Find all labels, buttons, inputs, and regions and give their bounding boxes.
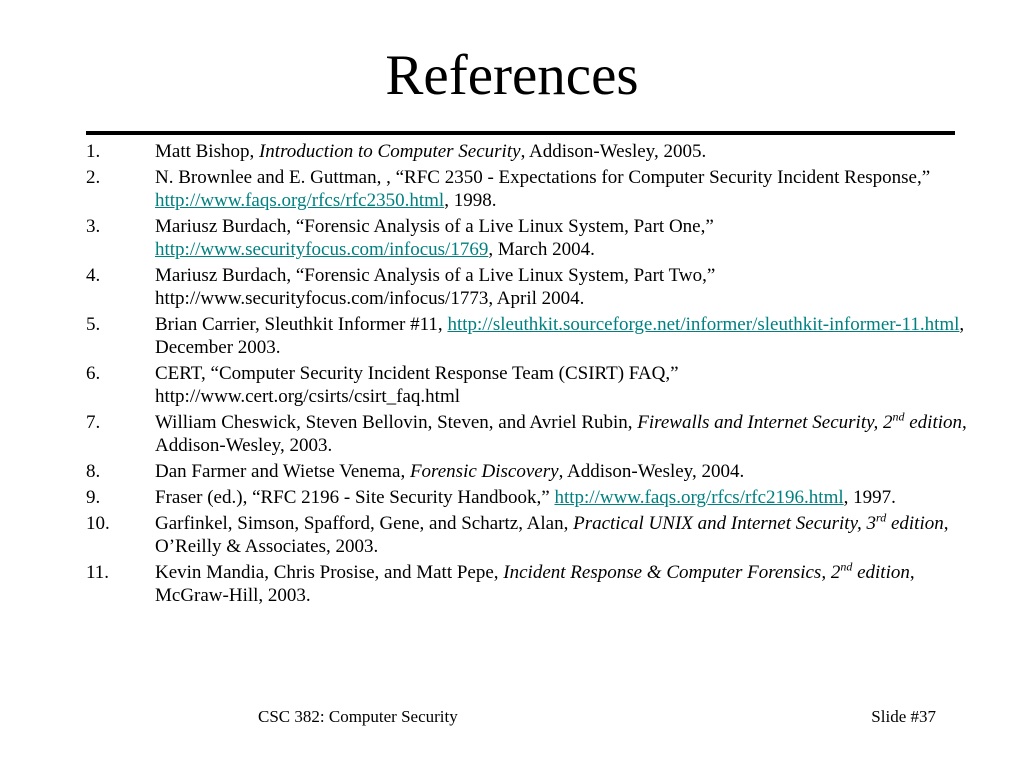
reference-title: Introduction to Computer Security (258, 141, 521, 162)
reference-text-tail: , December 2003. (155, 314, 965, 358)
reference-text: N. Brownlee and E. Guttman, , “RFC 2350 - Expectations for Computer Security Incident Response,” (155, 167, 931, 188)
reference-text-tail: , 1997. (843, 487, 896, 508)
reference-title-main: Firewalls and Internet Security, 2 (637, 412, 893, 433)
reference-text-tail: , 1998. (444, 190, 497, 211)
reference-text: William Cheswick, Steven Bellovin, Steven, and Avriel Rubin, (155, 412, 638, 433)
reference-text: Mariusz Burdach, “Forensic Analysis of a Live Linux System, Part One,” (155, 216, 714, 237)
footer-slide-number: Slide #37 (871, 707, 936, 726)
reference-text-tail: , Addison-Wesley, 2003. (155, 412, 967, 456)
reference-title-main: Incident Response & Computer Forensics, 2 (503, 562, 841, 583)
reference-item-7 (86, 411, 986, 457)
reference-text-tail: , McGraw-Hill, 2003. (155, 562, 915, 606)
reference-number: 10. (86, 513, 110, 534)
reference-number: 11. (86, 562, 110, 583)
reference-text: CERT, “Computer Security Incident Response Team (CSIRT) FAQ,” http://www.cert.org/csirts/csirt_faq.html (155, 363, 679, 407)
reference-title (637, 409, 963, 433)
reference-link[interactable]: http://sleuthkit.sourceforge.net/informer/sleuthkit-informer-11.html (447, 314, 960, 335)
reference-list (86, 140, 986, 610)
reference-text-tail: , Addison-Wesley, 2005. (520, 141, 707, 162)
reference-number: 7. (86, 412, 101, 433)
reference-text: Garfinkel, Simson, Spafford, Gene, and Schartz, Alan, (155, 513, 574, 534)
slide-title: References (385, 44, 639, 107)
reference-text: Brian Carrier, Sleuthkit Informer #11, (155, 314, 448, 335)
reference-item-11 (86, 561, 986, 607)
reference-item-5 (86, 313, 986, 359)
ordinal-suffix: nd (892, 409, 905, 424)
reference-text: Kevin Mandia, Chris Prosise, and Matt Pepe, (155, 562, 504, 583)
reference-item-6 (86, 362, 986, 408)
reference-text-tail: , March 2004. (488, 239, 595, 260)
reference-title-edition: edition (886, 513, 944, 534)
reference-item-1 (86, 140, 986, 163)
reference-title-edition: edition (852, 562, 910, 583)
reference-number: 1. (86, 141, 101, 162)
reference-item-9 (86, 486, 986, 509)
reference-text: Fraser (ed.), “RFC 2196 - Site Security Handbook,” (155, 487, 555, 508)
reference-text: Matt Bishop, (155, 141, 259, 162)
reference-item-8 (86, 460, 986, 483)
reference-number: 6. (86, 363, 101, 384)
title-divider (86, 131, 955, 135)
reference-text: Dan Farmer and Wietse Venema, (155, 461, 410, 482)
reference-number: 8. (86, 461, 101, 482)
reference-item-4 (86, 264, 986, 310)
reference-title: Forensic Discovery (409, 461, 559, 482)
reference-item-10 (86, 512, 986, 558)
reference-number: 3. (86, 216, 101, 237)
reference-number: 9. (86, 487, 101, 508)
reference-title-edition: edition (904, 412, 963, 433)
reference-text: Mariusz Burdach, “Forensic Analysis of a Live Linux System, Part Two,” http://www.securityfocus.com/infocus/1773, April 2004. (155, 265, 716, 309)
reference-link[interactable]: http://www.securityfocus.com/infocus/1769 (155, 239, 489, 260)
reference-item-3 (86, 215, 986, 261)
reference-item-2 (86, 166, 986, 212)
reference-number: 2. (86, 167, 101, 188)
reference-link[interactable]: http://www.faqs.org/rfcs/rfc2350.html (155, 190, 445, 211)
reference-title (573, 510, 944, 534)
reference-text-tail: , O’Reilly & Associates, 2003. (155, 513, 949, 557)
footer-course: CSC 382: Computer Security (258, 707, 458, 726)
ordinal-suffix: nd (840, 559, 853, 574)
reference-text-tail: , Addison-Wesley, 2004. (558, 461, 745, 482)
reference-number: 4. (86, 265, 101, 286)
reference-title-main: Practical UNIX and Internet Security, 3 (573, 513, 876, 534)
reference-number: 5. (86, 314, 101, 335)
ordinal-suffix: rd (875, 510, 887, 525)
reference-link[interactable]: http://www.faqs.org/rfcs/rfc2196.html (554, 487, 844, 508)
reference-title (503, 559, 910, 583)
